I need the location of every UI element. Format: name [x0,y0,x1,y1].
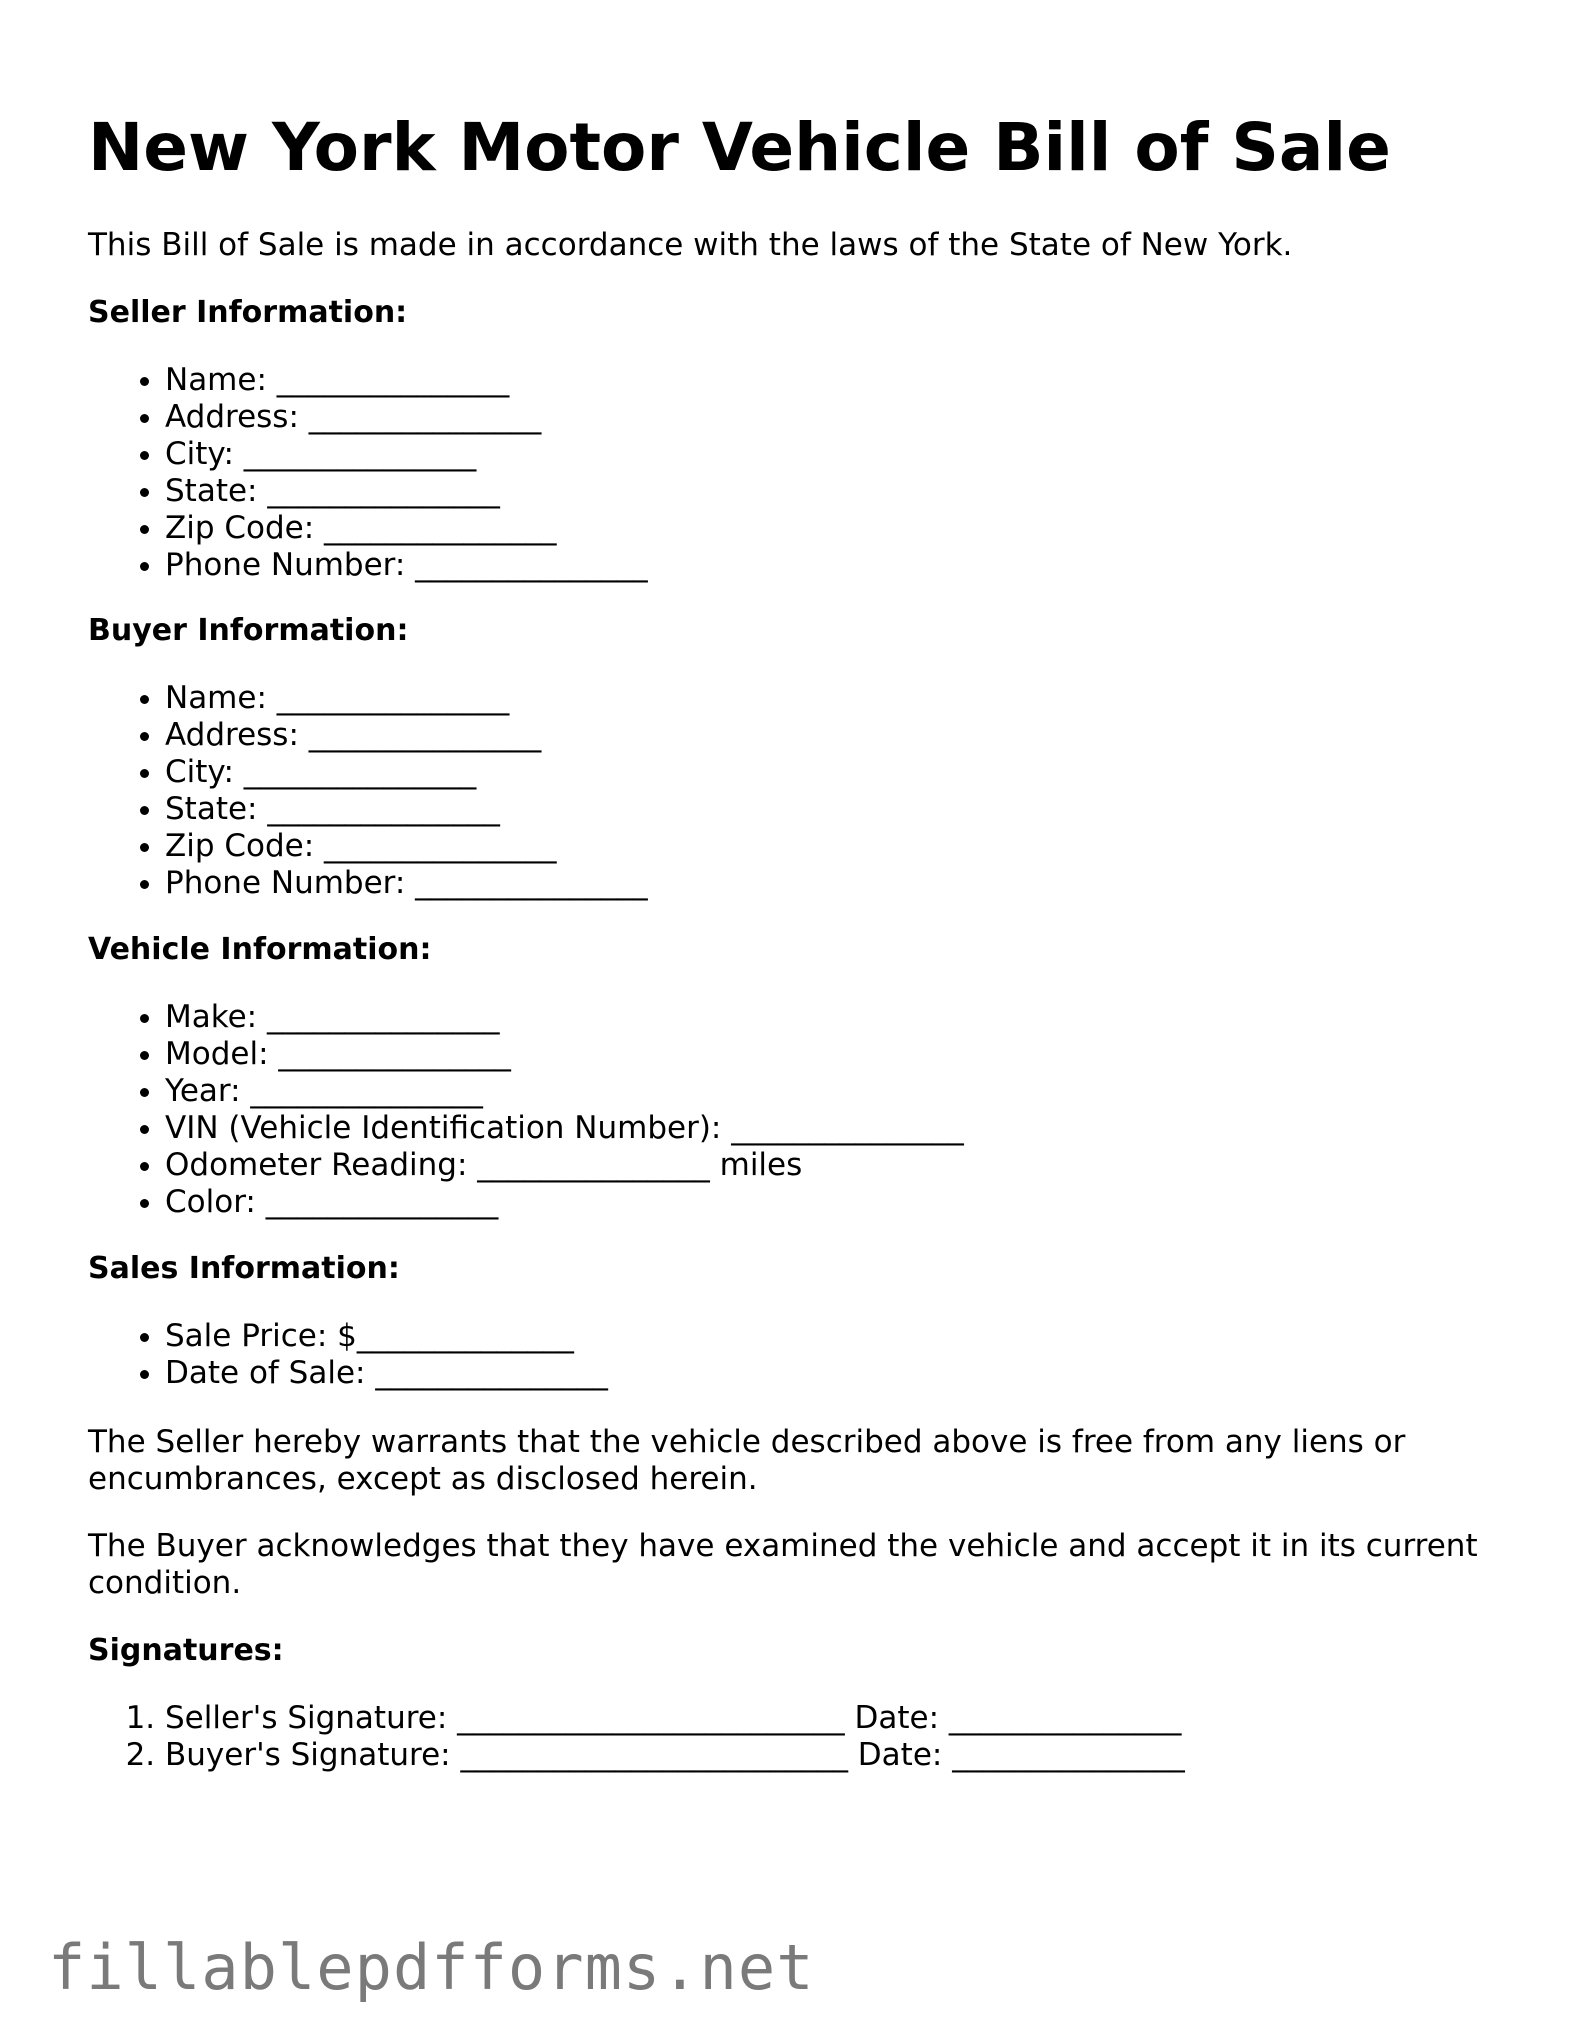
seller-name-field: • Name: _______________ [165,362,648,399]
buyer-zip-field: • Zip Code: _______________ [165,828,648,865]
buyer-phone-field: • Phone Number: _______________ [165,865,648,902]
vehicle-model-field: • Model: _______________ [165,1036,964,1073]
seller-city-field: • City: _______________ [165,436,648,473]
seller-address-field: • Address: _______________ [165,399,648,436]
vehicle-make-field: • Make: _______________ [165,999,964,1036]
buyer-city-field: • City: _______________ [165,754,648,791]
buyer-name-field: • Name: _______________ [165,680,648,717]
sales-fields-list [88,1318,608,1392]
seller-heading: Seller Information: [88,295,408,330]
vehicle-color-field: • Color: _______________ [165,1184,964,1221]
seller-fields-list [88,362,648,584]
buyer-fields-list [88,680,648,902]
vehicle-vin-field: • VIN (Vehicle Identification Number): _______________ [165,1110,964,1147]
seller-phone-field: • Phone Number: _______________ [165,547,648,584]
seller-state-field: • State: _______________ [165,473,648,510]
watermark-logo: fillablepdfforms.net [48,1931,815,2004]
vehicle-heading: Vehicle Information: [88,932,432,967]
sales-heading: Sales Information: [88,1251,400,1286]
vehicle-odometer-field: • Odometer Reading: _______________ miles [165,1147,964,1184]
buyer-address-field: • Address: _______________ [165,717,648,754]
intro-text: This Bill of Sale is made in accordance with the laws of the State of New York. [88,227,1293,263]
signatures-heading: Signatures: [88,1633,284,1668]
vehicle-year-field: • Year: _______________ [165,1073,964,1110]
sale-date-field: • Date of Sale: _______________ [165,1355,608,1392]
buyer-state-field: • State: _______________ [165,791,648,828]
acknowledgment-text: The Buyer acknowledges that they have examined the vehicle and accept it in its current condition. [88,1528,1478,1601]
vehicle-fields-list [88,999,964,1221]
seller-zip-field: • Zip Code: _______________ [165,510,648,547]
warranty-text: The Seller hereby warrants that the vehicle described above is free from any liens or encumbrances, except as disclosed herein. [88,1424,1406,1497]
signatures-list [88,1700,1185,1774]
page-title: New York Motor Vehicle Bill of Sale [88,109,1391,186]
sale-price-field: • Sale Price: $______________ [165,1318,608,1355]
seller-signature-line: 1. Seller's Signature: _________________________ Date: _______________ [165,1700,1185,1737]
buyer-signature-line: 2. Buyer's Signature: _________________________ Date: _______________ [165,1737,1185,1774]
buyer-heading: Buyer Information: [88,613,409,648]
